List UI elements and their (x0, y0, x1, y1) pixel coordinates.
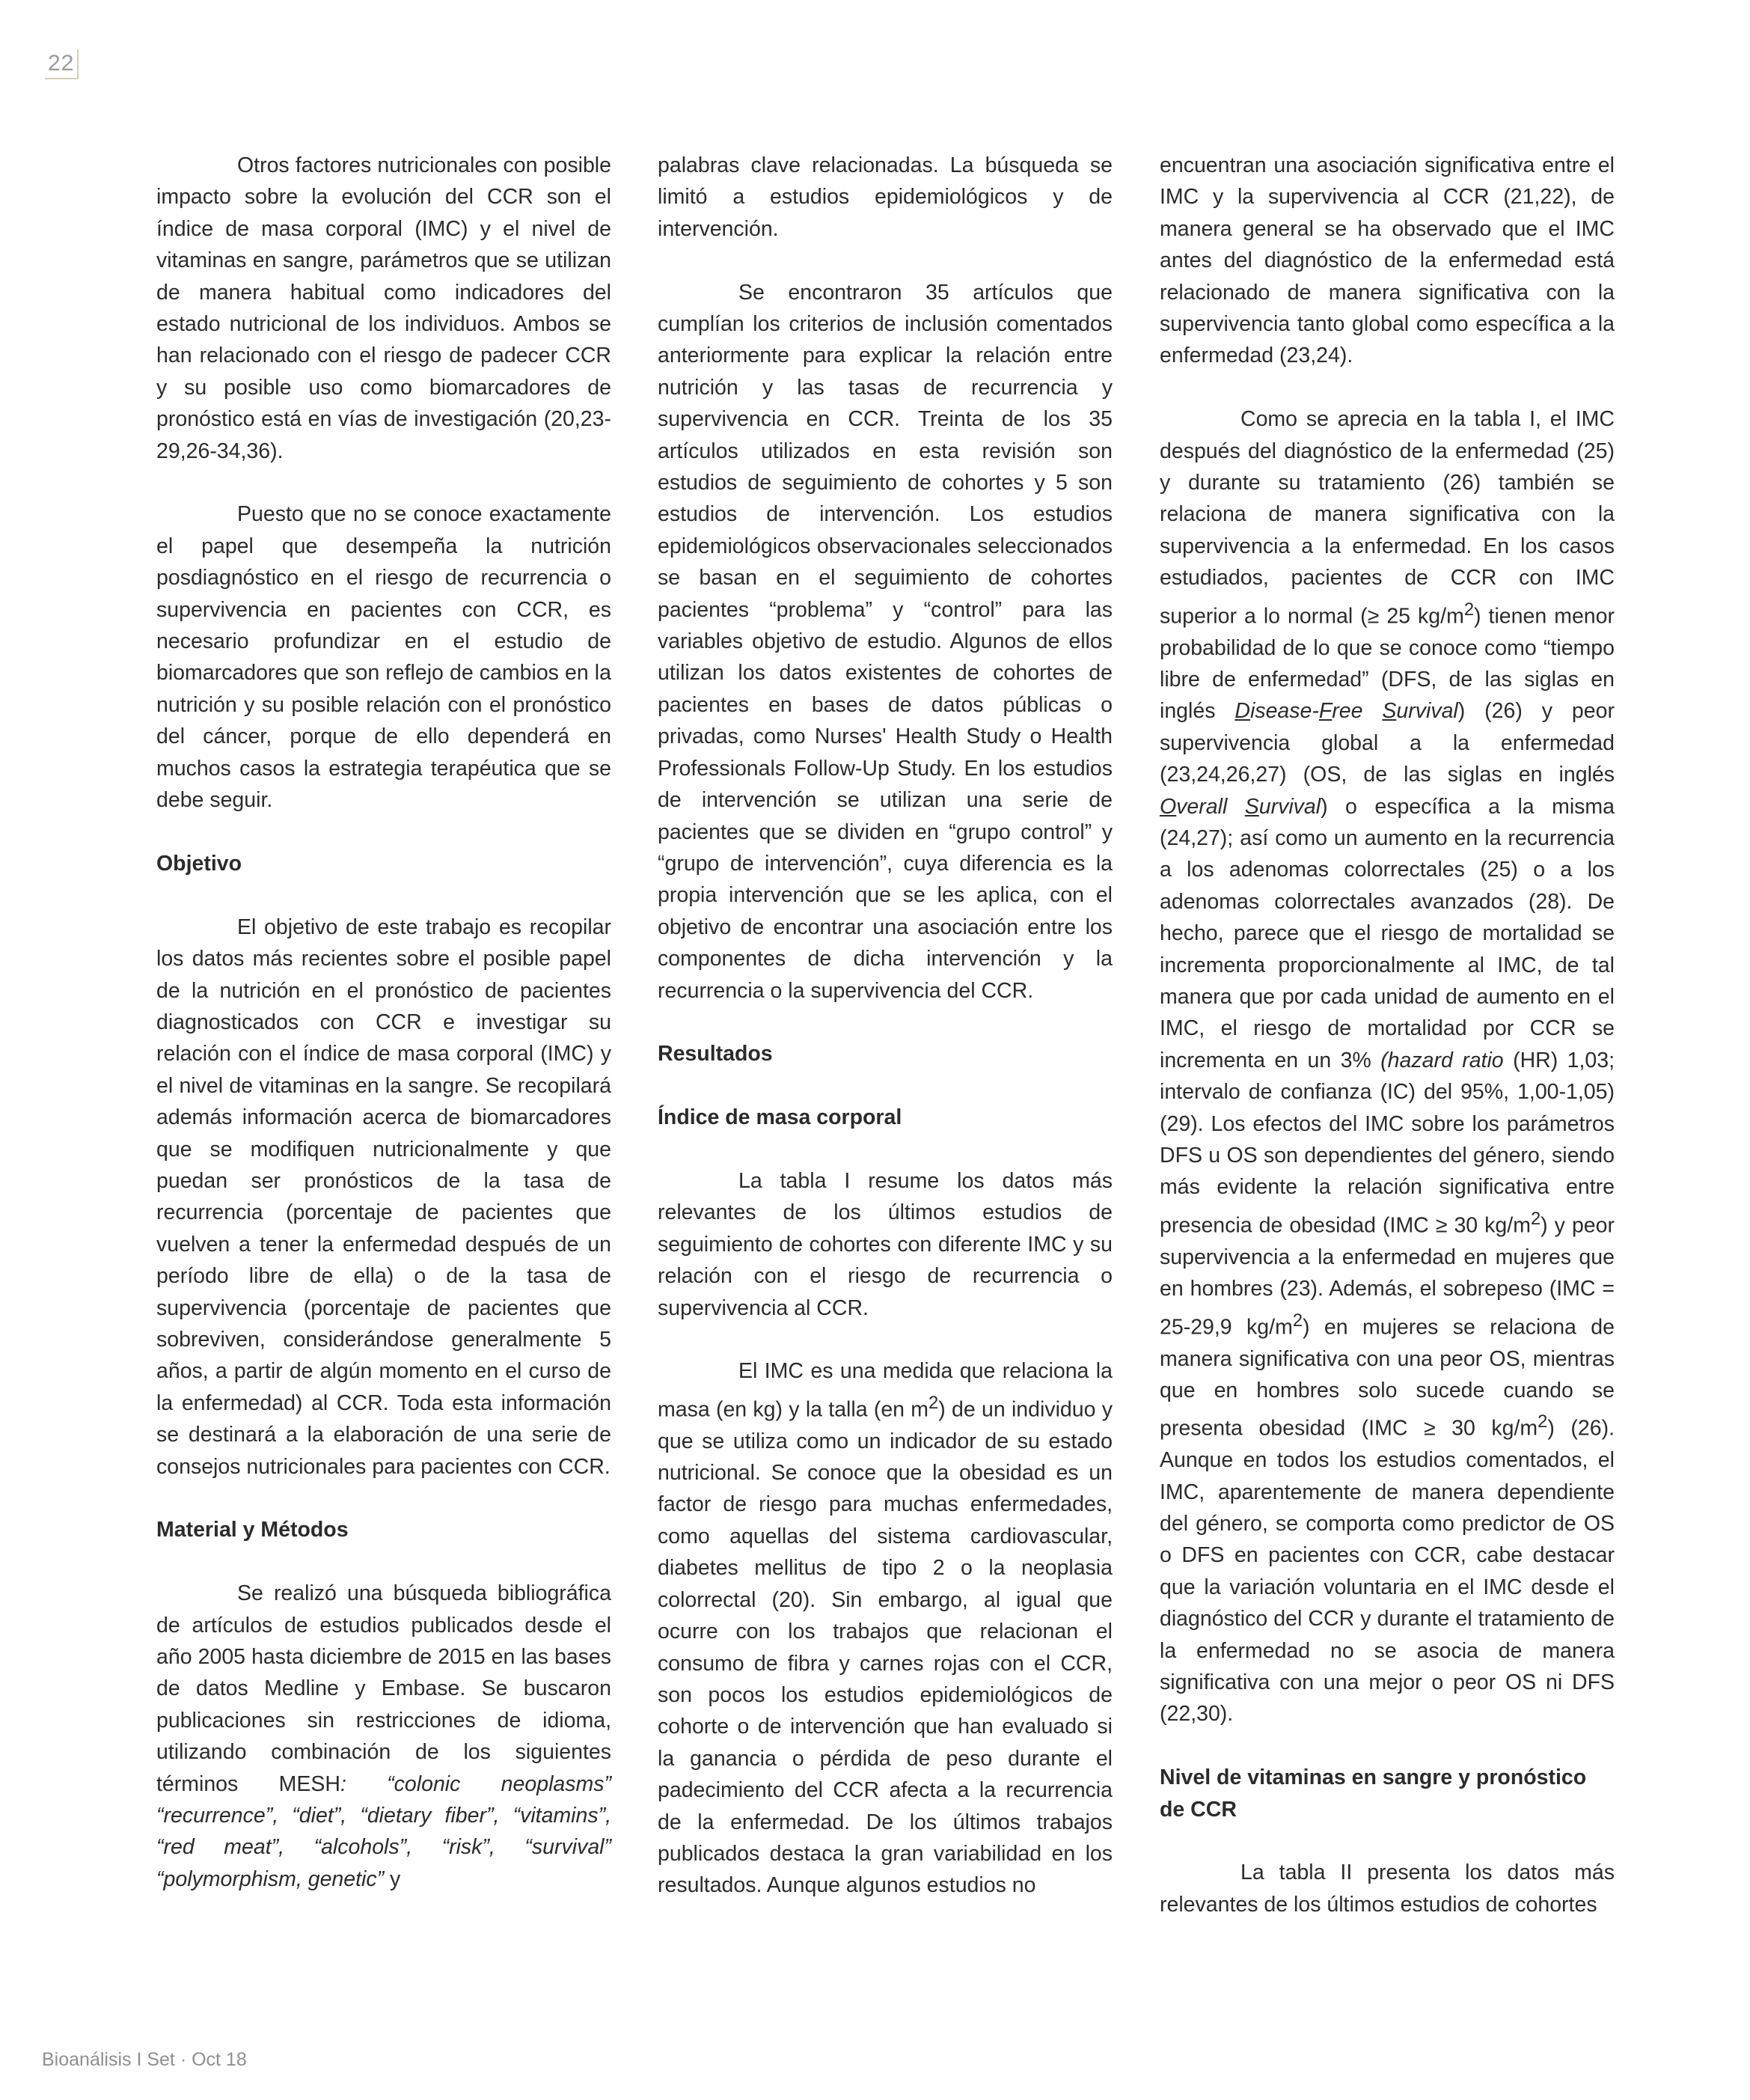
paragraph: Se encontraron 35 artículos que cumplían los criterios de inclusión comentados anteriormente para explicar la relación entre nutrición y las tasas de recurrencia y supervivencia en CCR. Treinta de los 35 artículos utilizados en esta revisión son estudios de seguimiento de cohortes y 5 son estudios de intervención. Los estudios epidemiológicos observacionales seleccionados se basan en el seguimiento de cohortes pacientes “problema” y “control” para las variables objetivo de estudio. Algunos de ellos utilizan los datos existentes de cohortes de pacientes en bases de datos públicas o privadas, como Nurses' Health Study o Health Professionals Follow-Up Study. En los estudios de intervención se utilizan una serie de pacientes que se dividen en “grupo control” y “grupo de intervención”, cuya diferencia es la propia intervención que se les aplica, con el objetivo de encontrar una asociación entre los componentes de dicha intervención y la recurrencia o la supervivencia del CCR. (658, 280, 1113, 1003)
superscript: 2 (1538, 1411, 1548, 1432)
column-2 (658, 150, 1113, 1933)
text-run: ) o específica a la misma (24,27); así como un aumento en la recurrencia a los adenomas colorrectales (25) o a los adenomas colorrectales avanzados (28). De hecho, parece que el riesgo de mortalidad se incrementa proporcionalmente al IMC, de tal manera que por cada unidad de aumento en el IMC, el riesgo de mortalidad por CCR se incrementa en un 3% (1160, 794, 1615, 1072)
text-run: Se realizó una búsqueda bibliográfica de artículos de estudios publicados desde el año 2005 hasta diciembre de 2015 en las bases de datos Medline y Embase. Se buscaron publicaciones sin restricciones de idioma, utilizando combinación de los siguientes términos MESH (156, 1581, 611, 1796)
text-run: Como se aprecia en la tabla I, el IMC después del diagnóstico de la enfermedad (25) y durante su tratamiento (26) también se relaciona de manera significativa con la supervivencia a la enfermedad. En los casos estudiados, pacientes de CCR con IMC superior a lo normal (≥ 25 kg/m (1160, 407, 1615, 629)
underlined-letter: O (1160, 794, 1177, 819)
text-run: (HR) 1,03; intervalo de confianza (IC) del 95%, 1,00-1,05) (29). Los efectos del IMC sobre los parámetros DFS u OS son dependientes del género, siendo más evidente la relación significativa entre presencia de obesidad (IMC ≥ 30 kg/m (1160, 1048, 1615, 1238)
text-run: urvival (1396, 699, 1458, 724)
text-run: urvival (1258, 794, 1321, 819)
text-run: ) de un individuo y que se utiliza como un indicador de su estado nutricional. Se conoce que la obesidad es un factor de riesgo para muchas enfermedades, como aquellas del sistema cardiovascular, diabetes mellitus de tipo 2 o la neoplasia colorrectal (20). Sin embargo, al igual que ocurre con los trabajos que relacionan el consumo de fibra y carnes rojas con el CCR, son pocos los estudios epidemiológicos de cohorte o de intervención que han evaluado si la ganancia o pérdida de peso durante el padecimiento del CCR afecta a la recurrencia de la enfermedad. De los últimos trabajos publicados destaca la gran variabilidad en los resultados. Aunque algunos estudios no (658, 1397, 1113, 1898)
superscript: 2 (1463, 599, 1475, 620)
text-run: verall (1176, 794, 1245, 819)
superscript: 2 (1530, 1208, 1541, 1229)
text-run: ) tienen menor probabilidad de lo que se conoce como “tiempo libre de enfermedad” (DFS, de las siglas en inglés (1160, 604, 1615, 724)
underlined-letter: F (1318, 699, 1333, 724)
paragraph (156, 1578, 611, 1895)
superscript: 2 (1292, 1310, 1303, 1331)
section-heading-objetivo: Objetivo (156, 851, 242, 876)
mesh-terms: : “colonic neoplasms” “recurrence”, “diet”, “dietary fiber”, “vitamins”, “red meat”, “alcohols”, “risk”, “survival” “polymorphism, genetic” (156, 1771, 611, 1891)
dfs-term (1235, 699, 1457, 723)
text-run: ) (26). Aunque en todos los estudios comentados, el IMC, aparentemente de manera dependiente del género, se comporta como predictor de OS o DFS en pacientes con CCR, cabe destacar que la variación voluntaria en el IMC desde el diagnóstico del CCR y durante el tratamiento de la enfermedad no se asocia de manera significativa con una mejor o peor OS ni DFS (22,30). (1160, 1416, 1615, 1727)
text-run: ree (1332, 699, 1383, 724)
section-heading-material-metodos: Material y Métodos (156, 1518, 349, 1542)
text-run: El IMC es una medida que relaciona la masa (en kg) y la talla (en m (658, 1359, 1113, 1422)
paragraph: Puesto que no se conoce exactamente el papel que desempeña la nutrición posdiagnóstico en el riesgo de recurrencia o supervivencia en pacientes con CCR, es necesario profundizar en el estudio de biomarcadores que son reflejo de cambios en la nutrición y su posible relación con el pronóstico del cáncer, porque de ello dependerá en muchos casos la estrategia terapéutica que se debe seguir. (156, 502, 611, 813)
paragraph (658, 1355, 1113, 1901)
text-run: ) (26) y peor supervivencia global a la enfermedad (23,24,26,27) (OS, de las siglas en inglés (1160, 699, 1615, 787)
page-number: 22 (45, 49, 79, 79)
text-run: isease- (1249, 699, 1319, 724)
paragraph: encuentran una asociación significativa entre el IMC y la supervivencia al CCR (21,22), de manera general se ha observado que el IMC antes del diagnóstico de la enfermedad está relacionado de manera significativa con la supervivencia tanto global como específica a la enfermedad (23,24). (1160, 153, 1615, 368)
underlined-letter: S (1382, 699, 1397, 724)
paragraph: palabras clave relacionadas. La búsqueda se limitó a estudios epidemiológicos y de intervención. (658, 153, 1113, 241)
column-1 (156, 150, 611, 1927)
paragraph: El objetivo de este trabajo es recopilar los datos más recientes sobre el posible papel de la nutrición en el pronóstico de pacientes diagnosticados con CCR e investigar su relación con el índice de masa corporal (IMC) y el nivel de vitaminas en la sangre. Se recopilará además información acerca de biomarcadores que se modifiquen nutricionalmente y que puedan ser pronósticos de la tasa de recurrencia (porcentaje de pacientes que vuelven a tener la enfermedad después de un período libre de ella) o de la tasa de supervivencia (porcentaje de pacientes que sobreviven, considerándose generalmente 5 años, a partir de algún momento en el curso de la enfermedad) al CCR. Toda esta información se destinará a la elaboración de una serie de consejos nutricionales para pacientes con CCR. (156, 915, 611, 1479)
section-heading-resultados: Resultados (658, 1042, 773, 1066)
underlined-letter: D (1235, 699, 1250, 724)
paragraph: La tabla I resume los datos más relevantes de los últimos estudios de seguimiento de cohortes con diferente IMC y su relación con el riesgo de recurrencia o supervivencia al CCR. (658, 1168, 1113, 1320)
superscript: 2 (928, 1392, 939, 1413)
text-run: ) y peor supervivencia a la enfermedad en mujeres que en hombres (23). Además, el sobrepeso (IMC = 25-29,9 kg/m (1160, 1213, 1615, 1340)
hazard-ratio-term: (hazard ratio (1380, 1048, 1504, 1072)
subsection-heading-imc: Índice de masa corporal (658, 1105, 902, 1130)
paragraph: La tabla II presenta los datos más relevantes de los últimos estudios de cohortes (1160, 1861, 1615, 1917)
column-3 (1160, 150, 1615, 1953)
os-term (1160, 795, 1321, 819)
text-run: ) en mujeres se relaciona de manera significativa con una peor OS, mientras que en hombres solo sucede cuando se presenta obesidad (IMC ≥ 30 kg/m (1160, 1315, 1615, 1441)
paragraph (1160, 403, 1615, 1730)
paragraph: Otros factores nutricionales con posible impacto sobre la evolución del CCR son el índice de masa corporal (IMC) y el nivel de vitaminas en sangre, parámetros que se utilizan de manera habitual como indicadores del estado nutricional de los individuos. Ambos se han relacionado con el riesgo de padecer CCR y su posible uso como biomarcadores de pronóstico está en vías de investigación (20,23-29,26-34,36). (156, 153, 611, 463)
footer-journal-info: Bioanálisis I Set · Oct 18 (42, 2049, 247, 2070)
text-run: y (384, 1867, 401, 1891)
section-heading-vitaminas: Nivel de vitaminas en sangre y pronóstico de CCR (1160, 1765, 1587, 1822)
underlined-letter: S (1244, 794, 1259, 819)
